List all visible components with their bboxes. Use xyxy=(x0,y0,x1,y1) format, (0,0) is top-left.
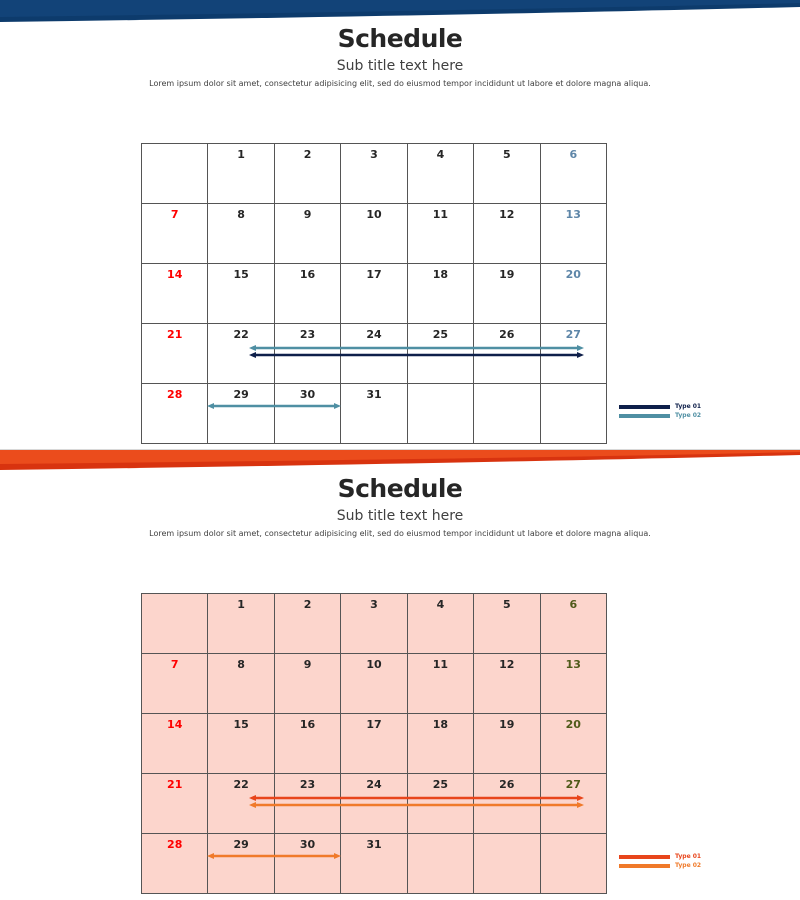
legend xyxy=(619,402,729,422)
calendar-day: 25 xyxy=(407,324,473,384)
calendar-day: 13 xyxy=(540,654,606,714)
calendar-day: 20 xyxy=(540,264,606,324)
calendar-day: 13 xyxy=(540,204,606,264)
calendar-week-row xyxy=(142,714,607,774)
calendar-day: 24 xyxy=(341,324,407,384)
calendar-day: 16 xyxy=(274,714,340,774)
legend-label: Type 01 xyxy=(675,403,702,410)
calendar-day: 15 xyxy=(208,264,274,324)
calendar-day: 30 xyxy=(274,384,340,444)
description-text: Lorem ipsum dolor sit amet, consectetur adipisicing elit, sed do eiusmod tempor incididunt ut labore et dolore magna aliqua. xyxy=(149,79,651,88)
calendar-day: 14 xyxy=(142,714,208,774)
legend-swatch xyxy=(619,864,670,868)
legend-swatch xyxy=(619,855,670,859)
calendar-day: 20 xyxy=(540,714,606,774)
calendar-day: 4 xyxy=(407,594,473,654)
calendar-day: 30 xyxy=(274,834,340,894)
calendar-week-row xyxy=(142,324,607,384)
calendar-day xyxy=(540,384,606,444)
calendar-day: 1 xyxy=(208,594,274,654)
calendar-day: 18 xyxy=(407,264,473,324)
calendar-day: 4 xyxy=(407,144,473,204)
calendar-day: 11 xyxy=(407,654,473,714)
calendar-day: 1 xyxy=(208,144,274,204)
calendar-grid xyxy=(141,143,607,444)
calendar-day: 29 xyxy=(208,834,274,894)
calendar-day: 3 xyxy=(341,594,407,654)
calendar-day: 24 xyxy=(341,774,407,834)
calendar-week-row xyxy=(142,384,607,444)
calendar-day: 5 xyxy=(474,594,540,654)
calendar-day: 28 xyxy=(142,384,208,444)
calendar-day xyxy=(407,384,473,444)
calendar-day: 7 xyxy=(142,204,208,264)
calendar-day: 25 xyxy=(407,774,473,834)
calendar-day: 2 xyxy=(274,594,340,654)
calendar-day xyxy=(540,834,606,894)
calendar-day: 19 xyxy=(474,714,540,774)
calendar-day: 21 xyxy=(142,774,208,834)
page-title: Schedule xyxy=(337,24,463,53)
legend-label: Type 02 xyxy=(675,412,702,419)
calendar-day: 27 xyxy=(540,324,606,384)
calendar-day: 17 xyxy=(341,714,407,774)
calendar-day: 14 xyxy=(142,264,208,324)
legend xyxy=(619,852,729,872)
calendar-day: 31 xyxy=(341,384,407,444)
calendar-day: 10 xyxy=(341,204,407,264)
calendar-week-row xyxy=(142,774,607,834)
calendar-day: 17 xyxy=(341,264,407,324)
calendar-day xyxy=(474,834,540,894)
calendar-day xyxy=(407,834,473,894)
legend-item-type02 xyxy=(619,861,729,871)
calendar-day: 19 xyxy=(474,264,540,324)
calendar-week-row xyxy=(142,264,607,324)
calendar-week-row xyxy=(142,654,607,714)
description-text: Lorem ipsum dolor sit amet, consectetur adipisicing elit, sed do eiusmod tempor incididunt ut labore et dolore magna aliqua. xyxy=(149,529,651,538)
calendar-day: 9 xyxy=(274,204,340,264)
legend-label: Type 01 xyxy=(675,853,702,860)
calendar-day: 27 xyxy=(540,774,606,834)
calendar-day: 10 xyxy=(341,654,407,714)
calendar-day: 5 xyxy=(474,144,540,204)
calendar-day: 7 xyxy=(142,654,208,714)
page-title: Schedule xyxy=(337,474,463,503)
calendar-day: 12 xyxy=(474,654,540,714)
calendar-day: 3 xyxy=(341,144,407,204)
calendar-day xyxy=(142,594,208,654)
calendar-day: 22 xyxy=(208,774,274,834)
calendar-day: 29 xyxy=(208,384,274,444)
legend-swatch xyxy=(619,414,670,418)
calendar-day: 6 xyxy=(540,144,606,204)
calendar-day: 12 xyxy=(474,204,540,264)
calendar-day xyxy=(474,384,540,444)
calendar-week-row xyxy=(142,834,607,894)
calendar-day: 8 xyxy=(208,654,274,714)
page-subtitle: Sub title text here xyxy=(336,508,464,524)
top-banner xyxy=(0,450,800,474)
calendar-day: 15 xyxy=(208,714,274,774)
calendar-day: 23 xyxy=(274,774,340,834)
calendar-day: 8 xyxy=(208,204,274,264)
calendar-day: 2 xyxy=(274,144,340,204)
calendar-grid xyxy=(141,593,607,894)
legend-swatch xyxy=(619,405,670,409)
calendar-day: 6 xyxy=(540,594,606,654)
calendar-day: 31 xyxy=(341,834,407,894)
top-banner xyxy=(0,0,800,24)
calendar-day: 11 xyxy=(407,204,473,264)
page-subtitle: Sub title text here xyxy=(336,58,464,74)
calendar-day: 22 xyxy=(208,324,274,384)
calendar-day: 28 xyxy=(142,834,208,894)
calendar-week-row xyxy=(142,594,607,654)
calendar-day: 16 xyxy=(274,264,340,324)
legend-label: Type 02 xyxy=(675,862,702,869)
calendar-day xyxy=(142,144,208,204)
calendar-day: 26 xyxy=(474,774,540,834)
schedule-slide-orange xyxy=(0,450,800,900)
calendar-day: 26 xyxy=(474,324,540,384)
calendar-week-row xyxy=(142,204,607,264)
calendar-day: 23 xyxy=(274,324,340,384)
calendar-week-row xyxy=(142,144,607,204)
legend-item-type02 xyxy=(619,411,729,421)
calendar-day: 9 xyxy=(274,654,340,714)
calendar-day: 18 xyxy=(407,714,473,774)
calendar-day: 21 xyxy=(142,324,208,384)
